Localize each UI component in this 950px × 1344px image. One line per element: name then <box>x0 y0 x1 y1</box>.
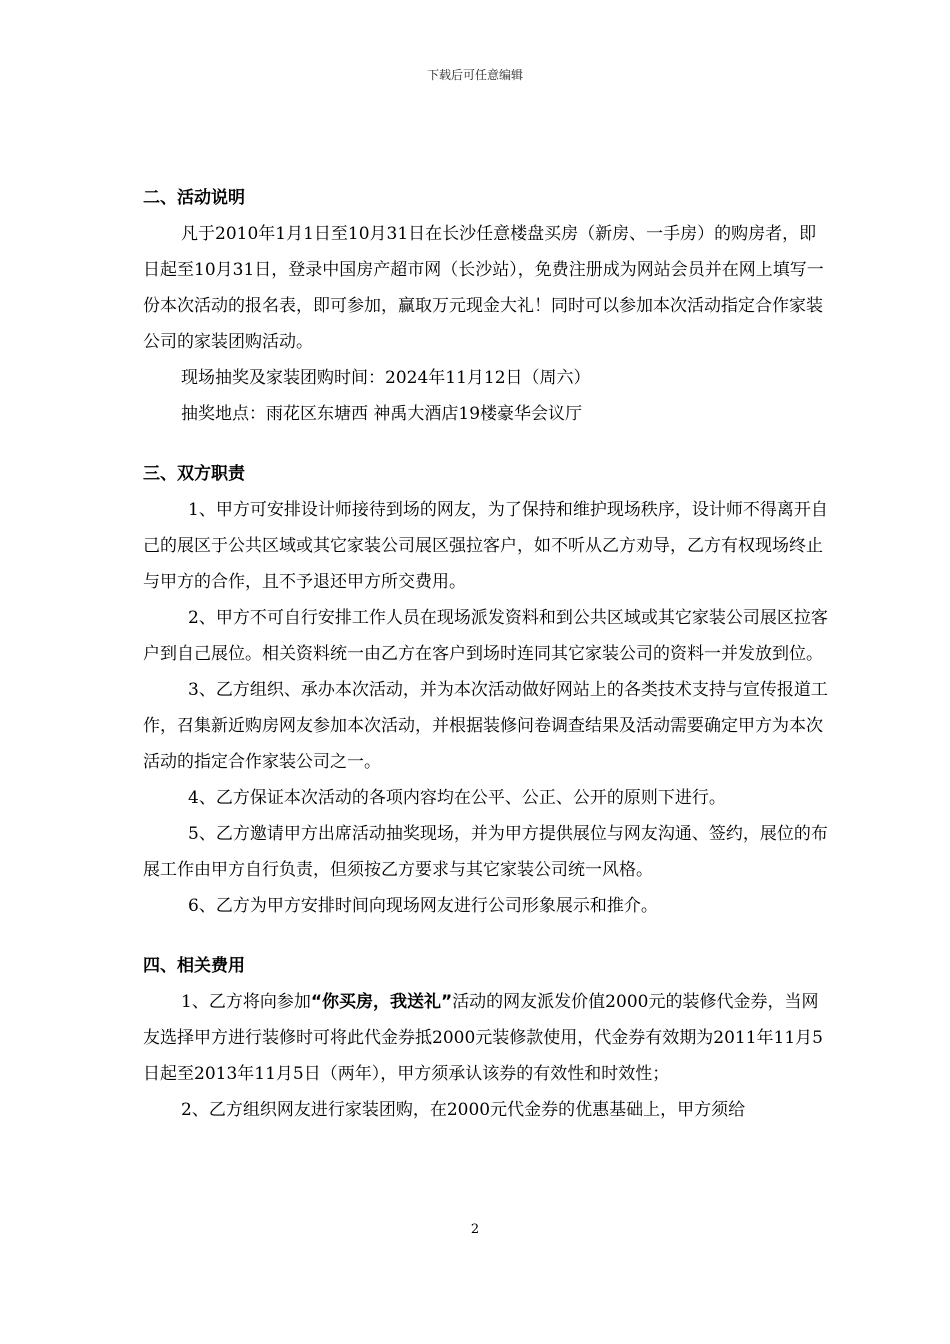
section-2-heading: 二、活动说明 <box>143 188 245 208</box>
section-4-heading: 四、相关费用 <box>143 956 245 976</box>
section-4-paragraph-1 <box>143 984 833 1092</box>
section-3-item-2: 2、甲方不可自行安排工作人员在现场派发资料和到公共区域或其它家装公司展区拉客户到自己展位。相关资料统一由乙方在客户到场时连同其它家装公司的资料一并发放到位。 <box>143 608 828 664</box>
section-2-paragraph-1: 凡于2010年1月1日至10月31日在长沙任意楼盘买房（新房、一手房）的购房者，即日起至10月31日，登录中国房产超市网（长沙站），免费注册成为网站会员并在网上填写一份本次活动的报名表，即可参加，赢取万元现金大礼！同时可以参加本次活动指定合作家装公司的家装团购活动。 <box>143 224 824 352</box>
section-2-paragraph-2: 现场抽奖及家装团购时间：2024年11月12日（周六） <box>181 368 591 388</box>
page-number: 2 <box>470 1222 480 1237</box>
section-3-item-6: 6、乙方为甲方安排时间向现场网友进行公司形象展示和推介。 <box>188 896 658 916</box>
section-3-item-1: 1、甲方可安排设计师接待到场的网友，为了保持和维护现场秩序，设计师不得离开自己的展区于公共区域或其它家装公司展区强拉客户，如不听从乙方劝导，乙方有权现场终止与甲方的合作，且不予退还甲方所交费用。 <box>143 500 828 592</box>
campaign-slogan: “你买房，我送礼” <box>310 992 453 1012</box>
section-3-item-3: 3、乙方组织、承办本次活动，并为本次活动做好网站上的各类技术支持与宣传报道工作，召集新近购房网友参加本次活动，并根据装修问卷调查结果及活动需要确定甲方为本次活动的指定合作家装公司之一。 <box>143 680 828 772</box>
section-2-paragraph-3: 抽奖地点：雨花区东塘西 神禹大酒店19楼豪华会议厅 <box>181 404 583 424</box>
section-4-p1-post: 活动的网友派发价值2000元的装修代金券，当网友选择甲方进行装修时可将此代金券抵2000元装修款使用，代金券有效期为2011年11月5日起至2013年11月5日（两年），甲方须承认该券的有效性和时效性； <box>143 992 823 1084</box>
document-body <box>143 180 833 1128</box>
section-4-paragraph-2: 2、乙方组织网友进行家装团购，在2000元代金券的优惠基础上，甲方须给 <box>181 1100 746 1120</box>
page-header: 下载后可任意编辑 <box>426 68 523 82</box>
section-3-item-4: 4、乙方保证本次活动的各项内容均在公平、公正、公开的原则下进行。 <box>188 788 726 808</box>
section-3-heading: 三、双方职责 <box>143 464 245 484</box>
section-3-item-5: 5、乙方邀请甲方出席活动抽奖现场，并为甲方提供展位与网友沟通、签约，展位的布展工作由甲方自行负责，但须按乙方要求与其它家装公司统一风格。 <box>143 824 828 880</box>
section-4-p1-pre: 1、乙方将向参加 <box>181 992 311 1012</box>
